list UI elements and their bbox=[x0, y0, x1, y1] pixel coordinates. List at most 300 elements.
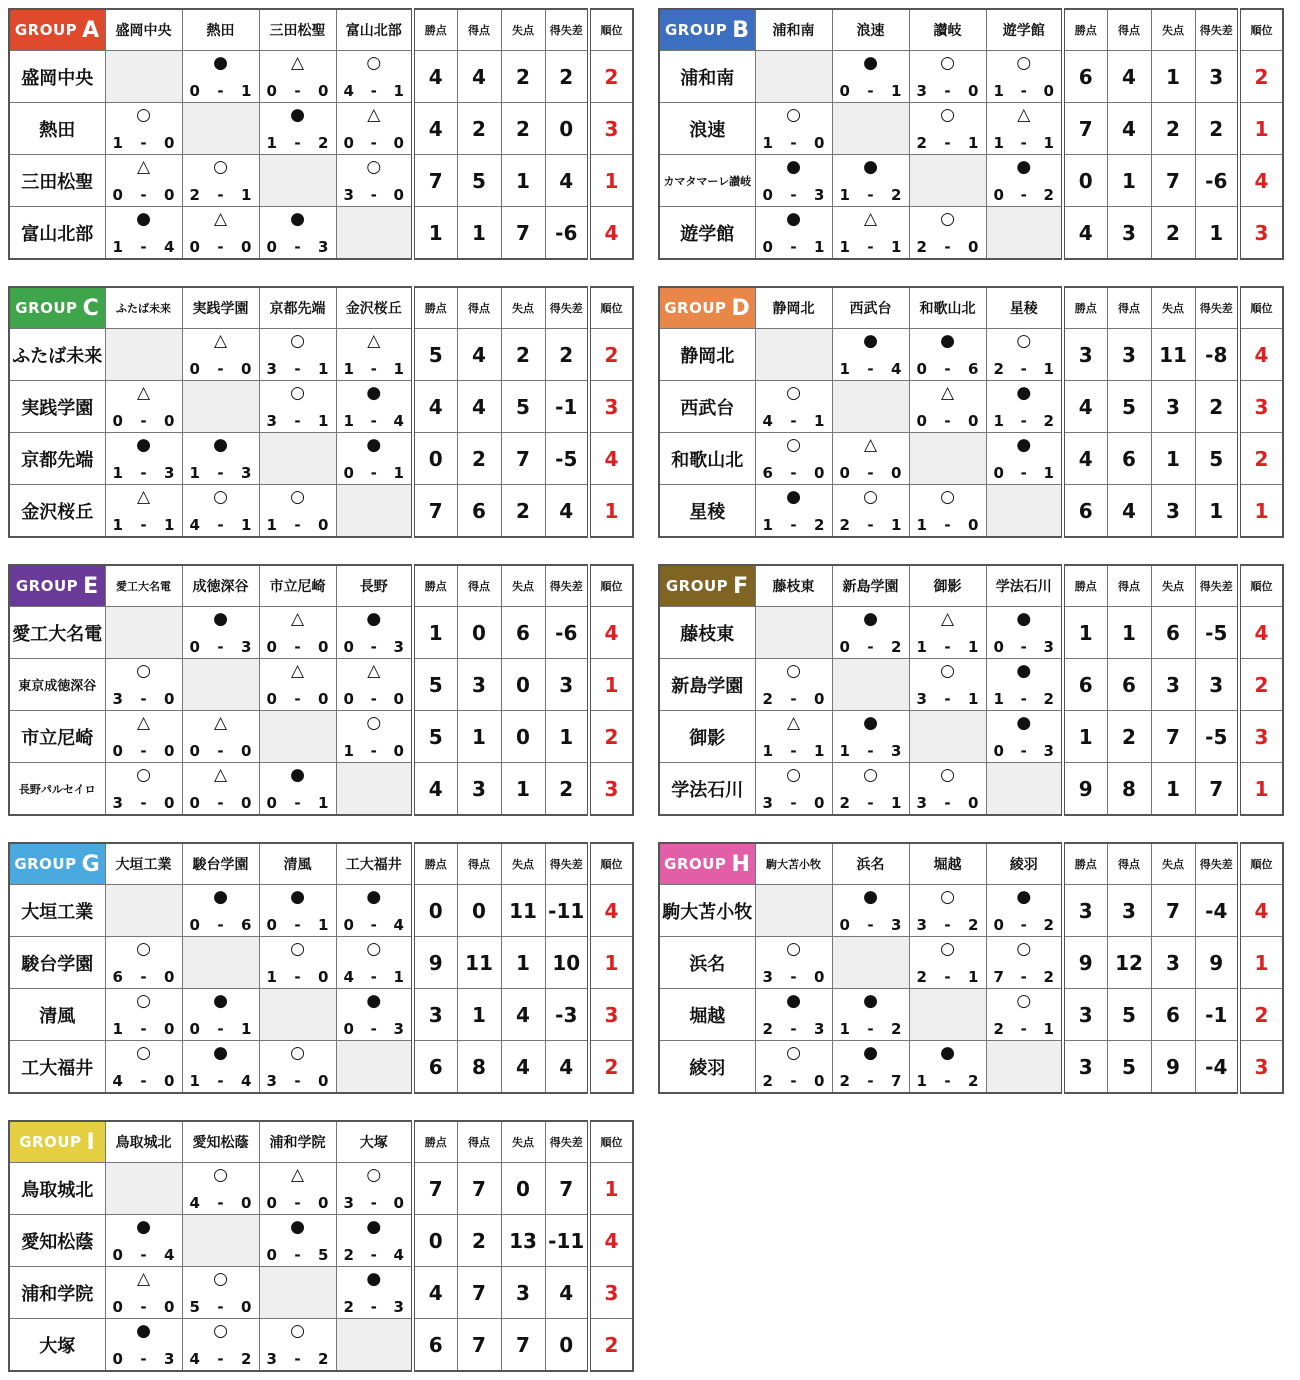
match-result-cell bbox=[182, 763, 259, 816]
group-word: GROUP bbox=[664, 299, 727, 317]
match-score bbox=[987, 464, 1062, 482]
match-score bbox=[260, 238, 336, 256]
score-dash: - bbox=[370, 82, 377, 100]
match-score bbox=[756, 134, 832, 152]
group-word: GROUP bbox=[15, 299, 78, 317]
draw-mark-icon: △ bbox=[863, 209, 878, 229]
goal-difference-value: -1 bbox=[1195, 989, 1239, 1041]
score-against: 0 bbox=[164, 794, 175, 812]
score-against: 0 bbox=[891, 464, 902, 482]
team-name: 浦和南 bbox=[659, 51, 755, 103]
match-score bbox=[756, 412, 832, 430]
header-team: 浪速 bbox=[832, 9, 909, 51]
match-result-cell bbox=[336, 1215, 413, 1267]
score-dash: - bbox=[944, 360, 951, 378]
score-against: 0 bbox=[318, 1194, 329, 1212]
goal-difference-value: 4 bbox=[545, 1041, 589, 1094]
score-against: 0 bbox=[968, 794, 979, 812]
score-against: 3 bbox=[814, 186, 825, 204]
score-for: 0 bbox=[189, 638, 200, 656]
match-result-cell bbox=[832, 607, 909, 659]
score-for: 2 bbox=[916, 968, 927, 986]
match-result-cell bbox=[105, 1319, 182, 1372]
self-match-cell bbox=[182, 937, 259, 989]
match-result-cell bbox=[909, 763, 986, 816]
header-points: 勝点 bbox=[1063, 287, 1107, 329]
match-result-cell bbox=[259, 381, 336, 433]
score-for: 1 bbox=[839, 1020, 850, 1038]
goals-for-value: 0 bbox=[457, 885, 501, 937]
goal-difference-value: 10 bbox=[545, 937, 589, 989]
score-dash: - bbox=[140, 690, 147, 708]
draw-mark-icon: △ bbox=[136, 1269, 151, 1289]
win-mark-icon: ○ bbox=[940, 661, 955, 681]
team-name: 綾羽 bbox=[659, 1041, 755, 1094]
score-against: 3 bbox=[318, 238, 329, 256]
goal-difference-value: -5 bbox=[1195, 711, 1239, 763]
points-value: 6 bbox=[1063, 659, 1107, 711]
header-team: 長野 bbox=[336, 565, 413, 607]
team-row bbox=[659, 329, 1283, 381]
team-row bbox=[9, 1215, 633, 1267]
score-against: 2 bbox=[968, 1072, 979, 1090]
score-dash: - bbox=[294, 638, 301, 656]
score-for: 0 bbox=[993, 638, 1004, 656]
score-dash: - bbox=[370, 186, 377, 204]
match-score bbox=[756, 794, 832, 812]
match-score bbox=[183, 1020, 259, 1038]
score-dash: - bbox=[294, 516, 301, 534]
match-result-cell bbox=[832, 433, 909, 485]
score-dash: - bbox=[140, 186, 147, 204]
team-name: 静岡北 bbox=[659, 329, 755, 381]
group-badge bbox=[10, 566, 105, 606]
win-mark-icon: ○ bbox=[1016, 991, 1032, 1011]
goals-against-value: 7 bbox=[1151, 155, 1195, 207]
score-against: 0 bbox=[393, 134, 404, 152]
team-name: 御影 bbox=[659, 711, 755, 763]
match-score bbox=[260, 1246, 336, 1264]
match-score bbox=[260, 1072, 336, 1090]
header-points: 勝点 bbox=[413, 287, 457, 329]
score-for: 1 bbox=[189, 1072, 200, 1090]
score-against: 3 bbox=[393, 638, 404, 656]
match-result-cell bbox=[182, 1267, 259, 1319]
match-result-cell bbox=[336, 329, 413, 381]
rank-value: 2 bbox=[589, 1041, 633, 1094]
score-dash: - bbox=[867, 360, 874, 378]
points-value: 4 bbox=[1063, 433, 1107, 485]
self-match-cell bbox=[755, 51, 832, 103]
team-row bbox=[659, 485, 1283, 538]
header-gd: 得失差 bbox=[1195, 565, 1239, 607]
match-score bbox=[183, 1072, 259, 1090]
match-result-cell bbox=[336, 155, 413, 207]
score-dash: - bbox=[294, 360, 301, 378]
match-score bbox=[260, 968, 336, 986]
header-ga: 失点 bbox=[501, 565, 545, 607]
group-letter: E bbox=[83, 573, 99, 599]
win-mark-icon: ○ bbox=[136, 991, 151, 1011]
team-row bbox=[659, 381, 1283, 433]
goals-for-value: 11 bbox=[457, 937, 501, 989]
score-against: 0 bbox=[814, 1072, 825, 1090]
match-result-cell bbox=[105, 155, 182, 207]
score-dash: - bbox=[140, 1246, 147, 1264]
score-dash: - bbox=[944, 516, 951, 534]
match-result-cell bbox=[336, 885, 413, 937]
match-result-cell bbox=[909, 103, 986, 155]
win-mark-icon: ○ bbox=[366, 157, 382, 177]
goal-difference-value: -6 bbox=[545, 607, 589, 659]
score-against: 0 bbox=[241, 1298, 252, 1316]
match-score bbox=[910, 134, 986, 152]
points-value: 6 bbox=[1063, 485, 1107, 538]
match-score bbox=[337, 1194, 412, 1212]
match-score bbox=[183, 238, 259, 256]
goal-difference-value: -6 bbox=[1195, 155, 1239, 207]
header-row bbox=[659, 287, 1283, 329]
goals-against-value: 1 bbox=[1151, 51, 1195, 103]
win-mark-icon: ○ bbox=[136, 105, 151, 125]
header-rank: 順位 bbox=[589, 843, 633, 885]
score-for: 3 bbox=[916, 690, 927, 708]
score-dash: - bbox=[140, 1020, 147, 1038]
score-for: 3 bbox=[916, 916, 927, 934]
win-mark-icon: ○ bbox=[786, 105, 801, 125]
match-result-cell bbox=[909, 659, 986, 711]
match-result-cell bbox=[105, 381, 182, 433]
team-row bbox=[9, 155, 633, 207]
team-name: カマタマーレ讃岐 bbox=[659, 155, 755, 207]
win-mark-icon: ○ bbox=[1016, 53, 1032, 73]
header-team: 浜名 bbox=[832, 843, 909, 885]
match-score bbox=[106, 794, 182, 812]
score-dash: - bbox=[790, 186, 797, 204]
header-rank: 順位 bbox=[589, 287, 633, 329]
team-row bbox=[659, 433, 1283, 485]
score-for: 0 bbox=[839, 82, 850, 100]
points-value: 4 bbox=[413, 51, 457, 103]
goals-for-value: 1 bbox=[457, 711, 501, 763]
score-for: 0 bbox=[112, 1298, 123, 1316]
header-ga: 失点 bbox=[501, 843, 545, 885]
score-for: 1 bbox=[762, 516, 773, 534]
header-gf: 得点 bbox=[1107, 287, 1151, 329]
header-points: 勝点 bbox=[413, 843, 457, 885]
rank-value: 2 bbox=[1239, 51, 1283, 103]
score-for: 1 bbox=[112, 238, 123, 256]
score-against: 0 bbox=[164, 742, 175, 760]
group-badge bbox=[10, 844, 105, 884]
loss-mark-icon: ● bbox=[366, 609, 382, 629]
goals-against-value: 0 bbox=[501, 659, 545, 711]
win-mark-icon: ○ bbox=[366, 1165, 382, 1185]
goals-against-value: 1 bbox=[1151, 433, 1195, 485]
score-dash: - bbox=[370, 968, 377, 986]
score-dash: - bbox=[790, 742, 797, 760]
loss-mark-icon: ● bbox=[290, 1217, 305, 1237]
score-against: 1 bbox=[318, 794, 329, 812]
goals-for-value: 1 bbox=[457, 207, 501, 260]
match-score bbox=[833, 238, 909, 256]
match-result-cell bbox=[909, 937, 986, 989]
score-for: 1 bbox=[993, 134, 1004, 152]
match-score bbox=[987, 82, 1062, 100]
win-mark-icon: ○ bbox=[940, 53, 955, 73]
points-value: 0 bbox=[413, 1215, 457, 1267]
match-score bbox=[337, 186, 412, 204]
group-table-f bbox=[658, 564, 1284, 816]
team-row bbox=[9, 763, 633, 816]
score-dash: - bbox=[944, 638, 951, 656]
score-against: 5 bbox=[318, 1246, 329, 1264]
goal-difference-value: 1 bbox=[1195, 485, 1239, 538]
header-team: 愛知松蔭 bbox=[182, 1121, 259, 1163]
match-score bbox=[106, 516, 182, 534]
match-result-cell bbox=[909, 207, 986, 260]
goals-against-value: 7 bbox=[501, 1319, 545, 1372]
score-for: 0 bbox=[993, 916, 1004, 934]
header-team: 市立尼崎 bbox=[259, 565, 336, 607]
rank-value: 1 bbox=[1239, 763, 1283, 816]
score-against: 1 bbox=[968, 690, 979, 708]
match-score bbox=[260, 82, 336, 100]
match-result-cell bbox=[182, 207, 259, 260]
draw-mark-icon: △ bbox=[290, 1165, 305, 1185]
draw-mark-icon: △ bbox=[1017, 105, 1031, 125]
score-for: 4 bbox=[343, 82, 354, 100]
score-against: 0 bbox=[318, 690, 329, 708]
self-match-cell bbox=[336, 485, 413, 538]
match-result-cell bbox=[182, 155, 259, 207]
points-value: 5 bbox=[413, 711, 457, 763]
match-score bbox=[106, 1020, 182, 1038]
points-value: 4 bbox=[413, 1267, 457, 1319]
match-score bbox=[833, 186, 909, 204]
header-gd: 得失差 bbox=[545, 843, 589, 885]
score-for: 0 bbox=[189, 1020, 200, 1038]
points-value: 3 bbox=[413, 989, 457, 1041]
match-score bbox=[260, 1350, 336, 1368]
header-ga: 失点 bbox=[1151, 565, 1195, 607]
goals-for-value: 3 bbox=[1107, 207, 1151, 260]
score-for: 0 bbox=[343, 638, 354, 656]
match-result-cell bbox=[182, 1163, 259, 1215]
team-name: 東京成徳深谷 bbox=[9, 659, 105, 711]
score-for: 2 bbox=[762, 1020, 773, 1038]
match-score bbox=[756, 464, 832, 482]
header-row bbox=[9, 287, 633, 329]
match-result-cell bbox=[986, 433, 1063, 485]
header-ga: 失点 bbox=[501, 287, 545, 329]
score-for: 2 bbox=[839, 516, 850, 534]
self-match-cell bbox=[259, 155, 336, 207]
score-dash: - bbox=[217, 82, 224, 100]
score-dash: - bbox=[217, 1350, 224, 1368]
match-result-cell bbox=[259, 937, 336, 989]
header-team: 讃岐 bbox=[909, 9, 986, 51]
self-match-cell bbox=[259, 1267, 336, 1319]
header-points: 勝点 bbox=[413, 565, 457, 607]
score-dash: - bbox=[370, 1298, 377, 1316]
score-against: 1 bbox=[891, 238, 902, 256]
header-team: 金沢桜丘 bbox=[336, 287, 413, 329]
win-mark-icon: ○ bbox=[290, 1043, 305, 1063]
team-row bbox=[9, 659, 633, 711]
rank-value: 1 bbox=[589, 485, 633, 538]
goals-for-value: 8 bbox=[1107, 763, 1151, 816]
team-row bbox=[9, 485, 633, 538]
header-team: 浦和学院 bbox=[259, 1121, 336, 1163]
match-result-cell bbox=[182, 329, 259, 381]
score-for: 4 bbox=[762, 412, 773, 430]
self-match-cell bbox=[986, 485, 1063, 538]
team-row bbox=[9, 1319, 633, 1372]
score-dash: - bbox=[217, 186, 224, 204]
draw-mark-icon: △ bbox=[290, 53, 305, 73]
header-gf: 得点 bbox=[457, 565, 501, 607]
win-mark-icon: ○ bbox=[290, 1321, 305, 1341]
self-match-cell bbox=[259, 989, 336, 1041]
team-row bbox=[659, 885, 1283, 937]
score-dash: - bbox=[140, 516, 147, 534]
win-mark-icon: ○ bbox=[136, 1043, 151, 1063]
team-row bbox=[659, 763, 1283, 816]
goals-against-value: 3 bbox=[1151, 659, 1195, 711]
rank-value: 3 bbox=[589, 381, 633, 433]
header-points: 勝点 bbox=[413, 9, 457, 51]
score-for: 6 bbox=[762, 464, 773, 482]
score-dash: - bbox=[217, 794, 224, 812]
team-row bbox=[659, 711, 1283, 763]
team-row bbox=[9, 885, 633, 937]
score-against: 2 bbox=[1043, 186, 1054, 204]
score-against: 0 bbox=[968, 238, 979, 256]
score-dash: - bbox=[790, 794, 797, 812]
score-for: 1 bbox=[189, 464, 200, 482]
rank-value: 4 bbox=[589, 433, 633, 485]
score-against: 1 bbox=[393, 360, 404, 378]
header-gd: 得失差 bbox=[545, 1121, 589, 1163]
goals-against-value: 3 bbox=[1151, 485, 1195, 538]
goals-against-value: 7 bbox=[1151, 885, 1195, 937]
win-mark-icon: ○ bbox=[940, 887, 955, 907]
group-letter: F bbox=[733, 573, 749, 599]
loss-mark-icon: ● bbox=[366, 1269, 382, 1289]
win-mark-icon: ○ bbox=[786, 1043, 801, 1063]
score-dash: - bbox=[790, 134, 797, 152]
header-team: 学法石川 bbox=[986, 565, 1063, 607]
win-mark-icon: ○ bbox=[136, 661, 151, 681]
score-against: 1 bbox=[968, 638, 979, 656]
score-against: 0 bbox=[164, 186, 175, 204]
score-against: 2 bbox=[891, 186, 902, 204]
score-against: 0 bbox=[164, 134, 175, 152]
team-name: 藤枝東 bbox=[659, 607, 755, 659]
score-dash: - bbox=[294, 1246, 301, 1264]
match-score bbox=[337, 1020, 412, 1038]
points-value: 1 bbox=[413, 207, 457, 260]
self-match-cell bbox=[986, 763, 1063, 816]
win-mark-icon: ○ bbox=[786, 765, 801, 785]
win-mark-icon: ○ bbox=[213, 157, 228, 177]
team-row bbox=[9, 1041, 633, 1094]
match-result-cell bbox=[105, 989, 182, 1041]
score-against: 0 bbox=[241, 742, 252, 760]
score-for: 1 bbox=[993, 82, 1004, 100]
self-match-cell bbox=[755, 329, 832, 381]
score-dash: - bbox=[790, 464, 797, 482]
score-against: 1 bbox=[318, 412, 329, 430]
team-row bbox=[9, 51, 633, 103]
goal-difference-value: -11 bbox=[545, 885, 589, 937]
win-mark-icon: ○ bbox=[940, 939, 955, 959]
goals-for-value: 7 bbox=[457, 1163, 501, 1215]
match-score bbox=[910, 690, 986, 708]
team-name: 鳥取城北 bbox=[9, 1163, 105, 1215]
loss-mark-icon: ● bbox=[1016, 713, 1032, 733]
group-word: GROUP bbox=[664, 21, 728, 39]
team-name: 西武台 bbox=[659, 381, 755, 433]
loss-mark-icon: ● bbox=[366, 991, 382, 1011]
score-for: 1 bbox=[762, 134, 773, 152]
match-result-cell bbox=[182, 51, 259, 103]
group-badge bbox=[10, 1122, 105, 1162]
score-dash: - bbox=[867, 1020, 874, 1038]
goals-for-value: 3 bbox=[1107, 885, 1151, 937]
goal-difference-value: 2 bbox=[545, 763, 589, 816]
match-score bbox=[260, 516, 336, 534]
match-score bbox=[833, 516, 909, 534]
header-gd: 得失差 bbox=[545, 287, 589, 329]
win-mark-icon: ○ bbox=[213, 487, 228, 507]
score-dash: - bbox=[1020, 690, 1027, 708]
match-score bbox=[260, 134, 336, 152]
score-against: 3 bbox=[393, 1298, 404, 1316]
team-row bbox=[9, 1267, 633, 1319]
goals-for-value: 2 bbox=[457, 433, 501, 485]
match-result-cell bbox=[336, 711, 413, 763]
score-for: 1 bbox=[266, 134, 277, 152]
match-score bbox=[833, 638, 909, 656]
score-dash: - bbox=[867, 82, 874, 100]
rank-value: 2 bbox=[589, 1319, 633, 1372]
score-against: 0 bbox=[241, 794, 252, 812]
self-match-cell bbox=[105, 51, 182, 103]
team-name: 新島学園 bbox=[659, 659, 755, 711]
match-result-cell bbox=[986, 989, 1063, 1041]
header-team: 大垣工業 bbox=[105, 843, 182, 885]
team-row bbox=[9, 937, 633, 989]
goals-against-value: 2 bbox=[1151, 103, 1195, 155]
loss-mark-icon: ● bbox=[1016, 661, 1032, 681]
score-dash: - bbox=[867, 238, 874, 256]
score-for: 1 bbox=[112, 1020, 123, 1038]
team-row bbox=[9, 381, 633, 433]
score-dash: - bbox=[944, 134, 951, 152]
points-value: 9 bbox=[1063, 937, 1107, 989]
score-for: 6 bbox=[112, 968, 123, 986]
header-gd: 得失差 bbox=[1195, 9, 1239, 51]
match-result-cell bbox=[336, 659, 413, 711]
score-for: 0 bbox=[762, 186, 773, 204]
team-name: 工大福井 bbox=[9, 1041, 105, 1094]
header-team: 駒大苫小牧 bbox=[755, 843, 832, 885]
goals-against-value: 1 bbox=[501, 155, 545, 207]
match-result-cell bbox=[832, 763, 909, 816]
self-match-cell bbox=[105, 329, 182, 381]
